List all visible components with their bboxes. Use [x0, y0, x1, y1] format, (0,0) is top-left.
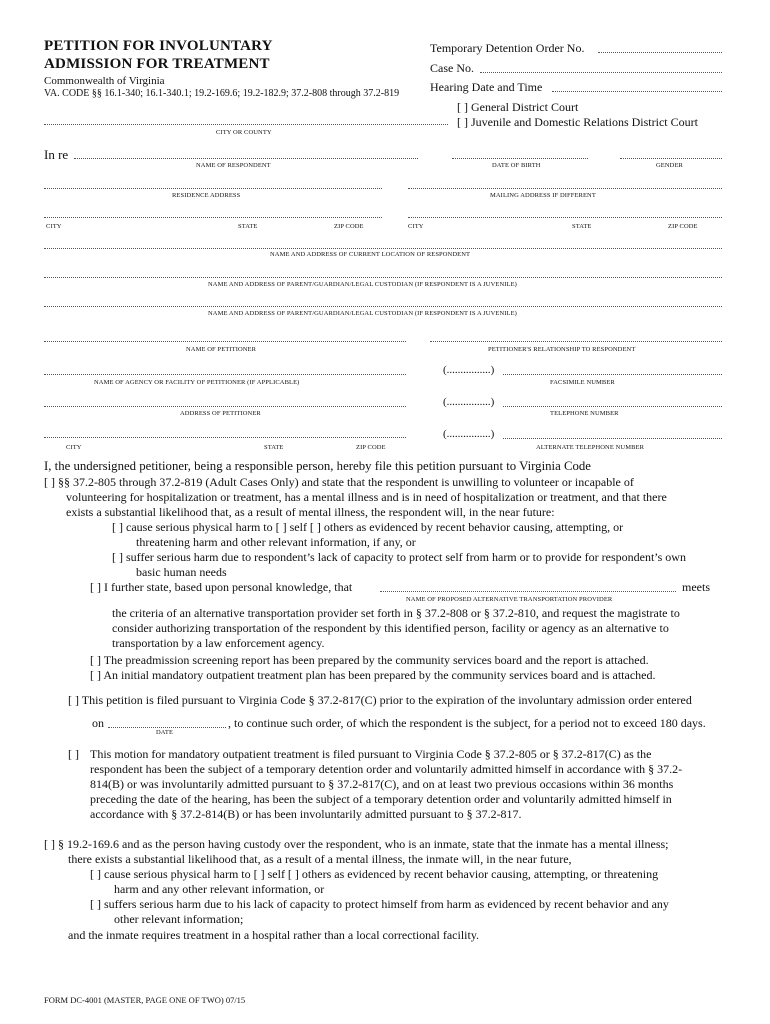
fax-label: FACSIMILE NUMBER [550, 379, 615, 386]
agency-input[interactable] [44, 374, 406, 375]
adult-cases-text-2: volunteering for hospitalization or treatment, has a mental illness and is in need of hospitalization or treatment, and that there [66, 490, 667, 504]
motion-text-1: This motion for mandatory outpatient treatment is filed pursuant to Virginia Code § 37.2-805 or § 37.2-817(C) as the [90, 747, 652, 761]
motion-text-4: preceding the date of the hearing, has been the subject of a temporary detention order and voluntarily admitted himself in [90, 792, 672, 806]
guardian-label-2: NAME AND ADDRESS OF PARENT/GUARDIAN/LEGAL CUSTODIAN (IF RESPONDENT IS A JUVENILE) [208, 310, 517, 317]
gender-input[interactable] [620, 158, 722, 159]
city-county-input[interactable] [44, 124, 448, 125]
alt-phone-input[interactable] [503, 438, 722, 439]
petitioner-state-label: STATE [264, 444, 284, 451]
city-county-label: CITY OR COUNTY [216, 129, 272, 136]
in-re-label: In re [44, 147, 69, 162]
adult-cases-text-3: exists a substantial likelihood that, as a result of mental illness, the respondent will, in the near future: [66, 505, 555, 519]
hearing-input[interactable] [552, 91, 722, 92]
petitioner-name-label: NAME OF PETITIONER [186, 346, 257, 353]
lack-capacity-checkbox[interactable]: [ ] suffer serious harm due to respondent’s lack of capacity to protect self from harm or to provide for respondent’s own [112, 550, 686, 564]
inmate-harm-text: harm and any other relevant information, or [114, 882, 325, 896]
mailing-input[interactable] [408, 188, 722, 189]
criteria-text-2: consider authorizing transportation of the respondent by this identified person, facility or agency as an alternative to [112, 621, 669, 635]
motion-checkbox[interactable]: [ ] [68, 747, 79, 761]
mailing-label: MAILING ADDRESS IF DIFFERENT [490, 192, 596, 199]
state-label: STATE [238, 223, 258, 230]
mailing-state-label: STATE [572, 223, 592, 230]
residence-input[interactable] [44, 188, 382, 189]
filed-text-2: , to continue such order, of which the respondent is the subject, for a period not to exceed 180 days. [228, 716, 706, 730]
case-input[interactable] [480, 72, 722, 73]
respondent-name-label: NAME OF RESPONDENT [196, 162, 271, 169]
petitioner-address-input[interactable] [44, 406, 406, 407]
petitioner-zip-label: ZIP CODE [356, 444, 386, 451]
fax-area-code[interactable]: (................) [443, 364, 495, 376]
zip-label: ZIP CODE [334, 223, 364, 230]
alt-provider-input[interactable] [380, 591, 676, 592]
motion-text-2: respondent has been the subject of a temporary detention order and voluntarily admitted himself in accordance with § 37.2- [90, 762, 683, 776]
case-label: Case No. [430, 61, 474, 75]
mailing-zip-label: ZIP CODE [668, 223, 698, 230]
filed-on-label: on [92, 716, 104, 730]
inmate-checkbox[interactable]: [ ] § 19.2-169.6 and as the person having custody over the respondent, who is an inmate, state that the inmate has a mental illness; [44, 837, 669, 851]
relationship-label: PETITIONER'S RELATIONSHIP TO RESPONDENT [488, 346, 636, 353]
mailing-city-input[interactable] [408, 217, 722, 218]
phone-input[interactable] [503, 406, 722, 407]
inmate-conclusion: and the inmate requires treatment in a hospital rather than a local correctional facility. [68, 928, 480, 942]
court-general-district-checkbox[interactable]: [ ] General District Court [457, 100, 579, 114]
relationship-input[interactable] [430, 341, 722, 342]
dob-label: DATE OF BIRTH [492, 162, 541, 169]
court-jdr-checkbox[interactable]: [ ] Juvenile and Domestic Relations District Court [457, 115, 698, 129]
motion-text-5: accordance with § 37.2-814(B) or has been involuntarily admitted pursuant to § 37.2-817. [90, 807, 522, 821]
meets-text: meets [682, 580, 710, 594]
petitioner-city-label: CITY [66, 444, 82, 451]
inmate-capacity-checkbox[interactable]: [ ] suffers serious harm due to his lack of capacity to protect himself from harm as evidenced by recent behavior and any [90, 897, 669, 911]
inmate-harm-checkbox[interactable]: [ ] cause serious physical harm to [ ] self [ ] others as evidenced by recent behavior causing, attempting, or threatening [90, 867, 659, 881]
criteria-text-3: transportation by a law enforcement agency. [112, 636, 325, 650]
further-state-checkbox[interactable]: [ ] I further state, based upon personal knowledge, that [90, 580, 353, 594]
jurisdiction: Commonwealth of Virginia [44, 75, 165, 87]
adult-cases-checkbox[interactable]: [ ] §§ 37.2-805 through 37.2-819 (Adult Cases Only) and state that the respondent is unwilling to volunteer or incapable of [44, 475, 634, 489]
current-location-input[interactable] [44, 248, 722, 249]
fax-input[interactable] [503, 374, 722, 375]
lack-capacity-text: basic human needs [136, 565, 227, 579]
motion-text-3: 814(B) or was involuntarily admitted pursuant to § 37.2-817(C), and on at least two previous occasions within 36 months [90, 777, 674, 791]
filed-817c-checkbox[interactable]: [ ] This petition is filed pursuant to Virginia Code § 37.2-817(C) prior to the expiration of the involuntary admission order entered [68, 693, 692, 707]
code-citation: VA. CODE §§ 16.1-340; 16.1-340.1; 19.2-169.6; 19.2-182.9; 37.2-808 through 37.2-819 [44, 88, 400, 99]
guardian-input-1[interactable] [44, 277, 722, 278]
inmate-text-2: there exists a substantial likelihood that, as a result of a mental illness, the inmate will, in the near future, [68, 852, 572, 866]
tdo-input[interactable] [598, 52, 722, 53]
petitioner-name-input[interactable] [44, 341, 406, 342]
petitioner-city-input[interactable] [44, 437, 406, 438]
form-id-footer: FORM DC-4001 (MASTER, PAGE ONE OF TWO) 07/15 [44, 995, 246, 1005]
petitioner-address-label: ADDRESS OF PETITIONER [180, 410, 261, 417]
form-title-line2: ADMISSION FOR TREATMENT [44, 56, 270, 72]
residence-label: RESIDENCE ADDRESS [172, 192, 241, 199]
agency-label: NAME OF AGENCY OR FACILITY OF PETITIONER (IF APPLICABLE) [94, 379, 300, 386]
alt-phone-area-code[interactable]: (................) [443, 428, 495, 440]
filed-date-input[interactable] [108, 727, 226, 728]
phone-label: TELEPHONE NUMBER [550, 410, 619, 417]
harm-self-others-text: threatening harm and other relevant information, if any, or [136, 535, 416, 549]
mailing-city-label: CITY [408, 223, 424, 230]
mandatory-plan-checkbox[interactable]: [ ] An initial mandatory outpatient treatment plan has been prepared by the community services board and is attached. [90, 668, 656, 682]
petition-intro: I, the undersigned petitioner, being a responsible person, hereby file this petition pursuant to Virginia Code [44, 459, 591, 473]
criteria-text-1: the criteria of an alternative transportation provider set forth in § 37.2-808 or § 37.2-810, and request the magistrate to [112, 606, 680, 620]
current-location-label: NAME AND ADDRESS OF CURRENT LOCATION OF RESPONDENT [270, 251, 471, 258]
guardian-label-1: NAME AND ADDRESS OF PARENT/GUARDIAN/LEGAL CUSTODIAN (IF RESPONDENT IS A JUVENILE) [208, 281, 517, 288]
alt-phone-label: ALTERNATE TELEPHONE NUMBER [536, 444, 645, 451]
dob-input[interactable] [452, 158, 588, 159]
inmate-capacity-text: other relevant information; [114, 912, 244, 926]
residence-city-input[interactable] [44, 217, 382, 218]
phone-area-code[interactable]: (................) [443, 396, 495, 408]
form-title-line1: PETITION FOR INVOLUNTARY [44, 38, 273, 54]
hearing-label: Hearing Date and Time [430, 80, 543, 94]
preadmission-checkbox[interactable]: [ ] The preadmission screening report has been prepared by the community services board and the report is attached. [90, 653, 649, 667]
harm-self-others-checkbox[interactable]: [ ] cause serious physical harm to [ ] self [ ] others as evidenced by recent behavior causing, attempting, or [112, 520, 624, 534]
tdo-label: Temporary Detention Order No. [430, 41, 585, 55]
respondent-name-input[interactable] [74, 158, 418, 159]
filed-date-label: DATE [156, 729, 174, 736]
alt-provider-label: NAME OF PROPOSED ALTERNATIVE TRANSPORTATION PROVIDER [406, 596, 613, 603]
gender-label: GENDER [656, 162, 683, 169]
city-label: CITY [46, 223, 62, 230]
guardian-input-2[interactable] [44, 306, 722, 307]
